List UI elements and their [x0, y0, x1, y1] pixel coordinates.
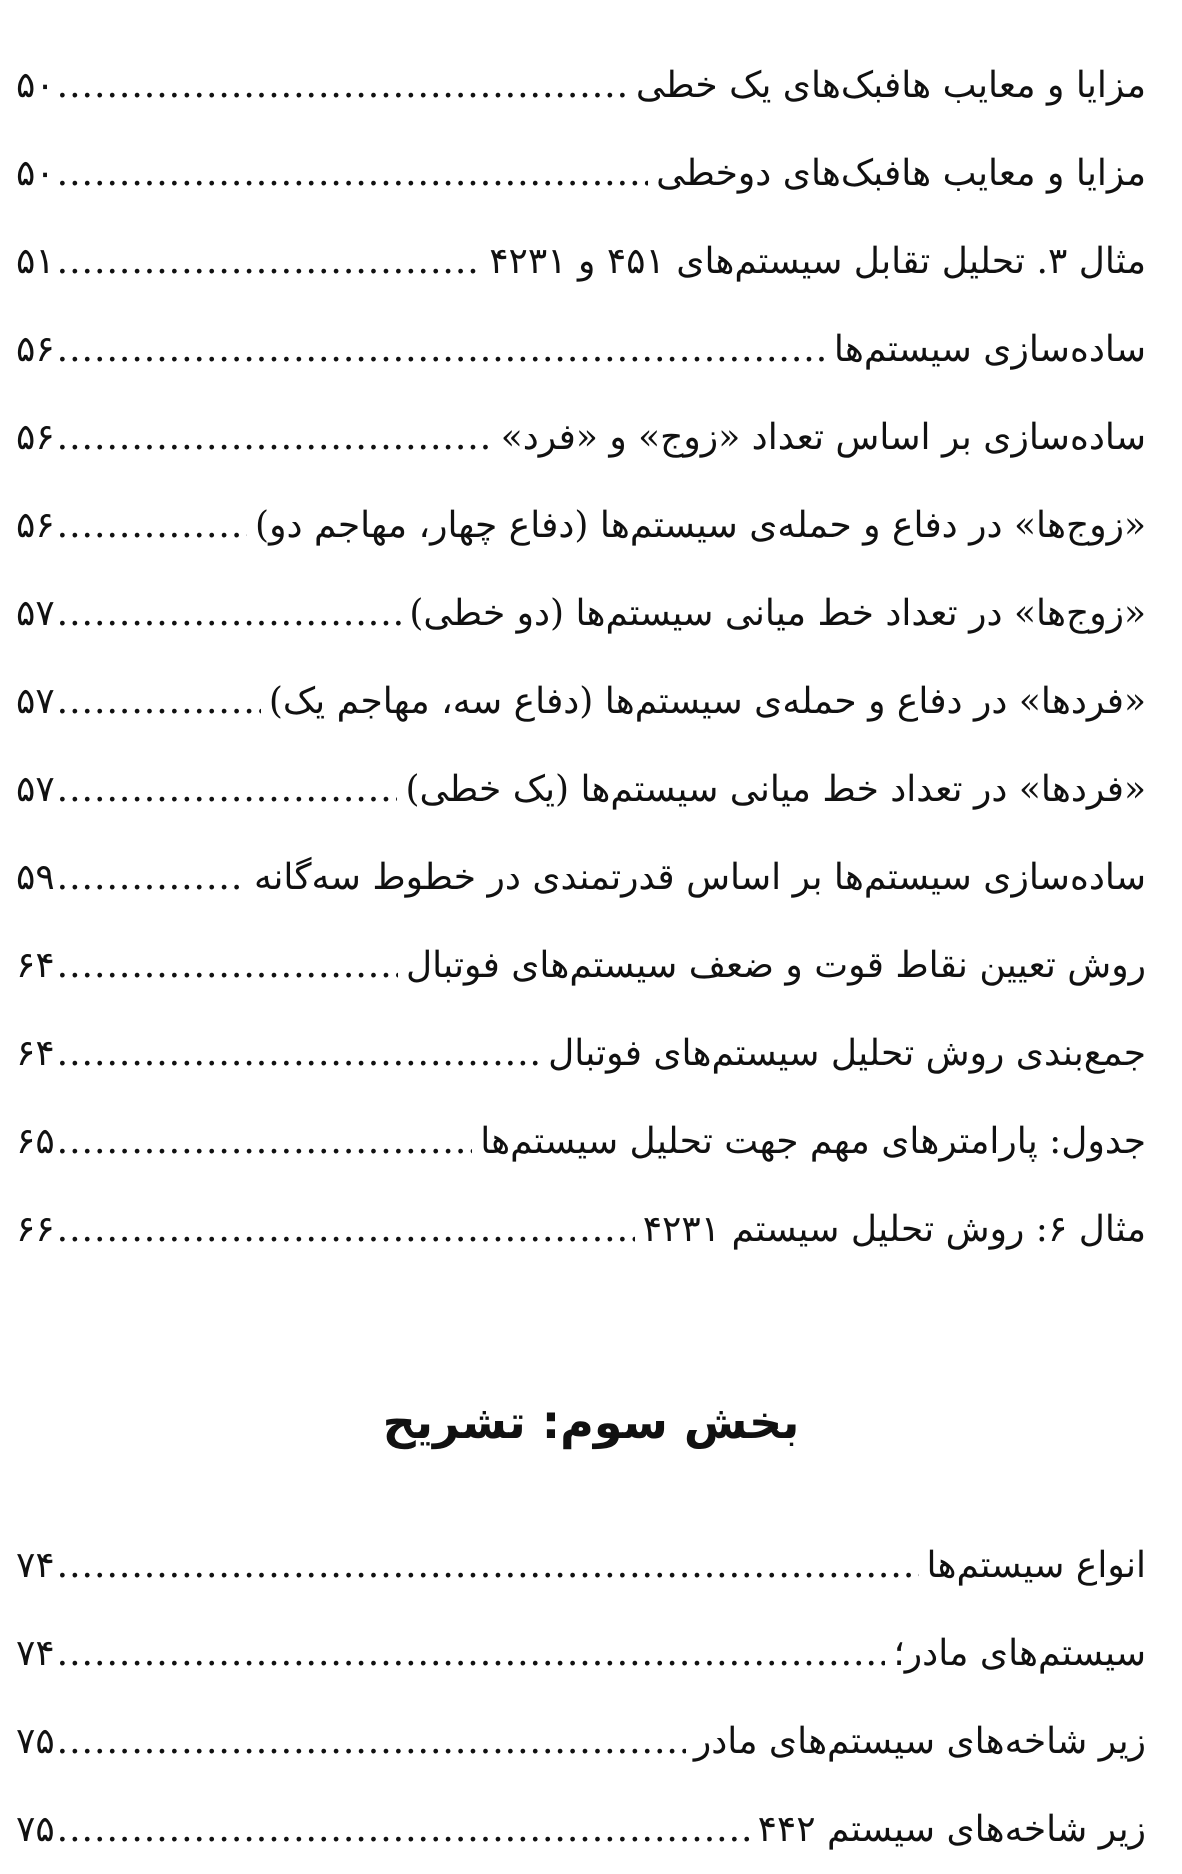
toc-entry[interactable]	[16, 482, 1146, 570]
toc-list-part-two	[16, 42, 1146, 1274]
toc-entry-page: ۵۷	[16, 593, 55, 634]
toc-entry[interactable]	[16, 1610, 1146, 1698]
toc-entry-page: ۵۶	[16, 505, 55, 546]
dot-leader	[57, 42, 628, 130]
toc-entry[interactable]	[16, 42, 1146, 130]
toc-entry[interactable]	[16, 1010, 1146, 1098]
toc-entry-page: ۵۰	[16, 153, 55, 194]
toc-entry-title: ساده‌سازی سیستم‌ها	[833, 329, 1146, 370]
dot-leader	[57, 1186, 635, 1274]
toc-entry-page: ۷۵	[16, 1721, 55, 1762]
toc-entry-page: ۶۴	[16, 945, 55, 986]
toc-entry[interactable]	[16, 1522, 1146, 1610]
dot-leader	[57, 394, 493, 482]
toc-entry[interactable]	[16, 570, 1146, 658]
toc-entry[interactable]	[16, 218, 1146, 306]
section-heading: بخش سوم: تشریح	[382, 1395, 800, 1449]
toc-entry[interactable]	[16, 1098, 1146, 1186]
toc-entry-title: مزایا و معایب هافبک‌های یک خطی	[635, 65, 1146, 106]
toc-entry[interactable]	[16, 658, 1146, 746]
toc-entry-title: مثال ۳. تحلیل تقابل سیستم‌های ۴۵۱ و ۴۲۳۱	[489, 241, 1146, 282]
toc-entry-title: مزایا و معایب هافبک‌های دوخطی	[656, 153, 1146, 194]
toc-entry-page: ۵۶	[16, 417, 55, 458]
dot-leader	[57, 834, 246, 922]
dot-leader	[57, 1610, 886, 1698]
dot-leader	[57, 1010, 540, 1098]
toc-entry-page: ۶۶	[16, 1209, 55, 1250]
toc-entry[interactable]	[16, 1786, 1146, 1874]
toc-entry-title: جدول: پارامترهای مهم جهت تحلیل سیستم‌ها	[480, 1121, 1146, 1162]
toc-entry-title: ساده‌سازی سیستم‌ها بر اساس قدرتمندی در خطوط سه‌گانه	[254, 857, 1146, 898]
toc-entry-title: ساده‌سازی بر اساس تعداد «زوج» و «فرد»	[500, 417, 1146, 458]
toc-entry-title: سیستم‌های مادر؛	[893, 1633, 1146, 1674]
toc-entry-title: «زوج‌ها» در دفاع و حمله‌ی سیستم‌ها (دفاع چهار، مهاجم دو)	[255, 505, 1146, 546]
dot-leader	[57, 1786, 750, 1874]
dot-leader	[57, 658, 261, 746]
toc-entry-page: ۵۹	[16, 857, 55, 898]
toc-entry-title: مثال ۶: روش تحلیل سیستم ۴۲۳۱	[642, 1209, 1146, 1250]
dot-leader	[57, 306, 826, 394]
toc-entry-page: ۵۰	[16, 65, 55, 106]
toc-entry-page: ۵۶	[16, 329, 55, 370]
toc-entry-page: ۷۵	[16, 1809, 55, 1850]
toc-entry[interactable]	[16, 746, 1146, 834]
toc-entry-title: «زوج‌ها» در تعداد خط میانی سیستم‌ها (دو خطی)	[409, 593, 1146, 634]
toc-entry[interactable]	[16, 394, 1146, 482]
dot-leader	[57, 570, 402, 658]
toc-entry-title: زیر شاخه‌های سیستم ۴۴۲	[757, 1809, 1146, 1850]
toc-entry-title: روش تعیین نقاط قوت و ضعف سیستم‌های فوتبال	[405, 945, 1146, 986]
toc-entry-page: ۵۷	[16, 681, 55, 722]
toc-entry-title: جمع‌بندی روش تحلیل سیستم‌های فوتبال	[548, 1033, 1146, 1074]
dot-leader	[57, 1522, 919, 1610]
dot-leader	[57, 746, 398, 834]
toc-entry-title: «فردها» در تعداد خط میانی سیستم‌ها (یک خطی)	[405, 769, 1146, 810]
toc-entry[interactable]	[16, 834, 1146, 922]
toc-entry-page: ۷۴	[16, 1545, 55, 1586]
toc-entry-page: ۶۴	[16, 1033, 55, 1074]
toc-entry[interactable]	[16, 1186, 1146, 1274]
toc-entry-title: «فردها» در دفاع و حمله‌ی سیستم‌ها (دفاع سه، مهاجم یک)	[268, 681, 1146, 722]
dot-leader	[57, 482, 247, 570]
toc-entry-page: ۷۴	[16, 1633, 55, 1674]
toc-list-part-three	[16, 1522, 1146, 1874]
dot-leader	[57, 130, 648, 218]
dot-leader	[57, 922, 398, 1010]
toc-entry[interactable]	[16, 306, 1146, 394]
toc-entry-page: ۵۷	[16, 769, 55, 810]
toc-entry-title: زیر شاخه‌های سیستم‌های مادر	[693, 1721, 1146, 1762]
dot-leader	[57, 1098, 473, 1186]
toc-entry[interactable]	[16, 922, 1146, 1010]
toc-entry-title: انواع سیستم‌ها	[926, 1545, 1146, 1586]
toc-entry-page: ۵۱	[16, 241, 55, 282]
toc-entry-page: ۶۵	[16, 1121, 55, 1162]
toc-entry[interactable]	[16, 1698, 1146, 1786]
dot-leader	[57, 1698, 686, 1786]
dot-leader	[57, 218, 482, 306]
toc-entry[interactable]	[16, 130, 1146, 218]
